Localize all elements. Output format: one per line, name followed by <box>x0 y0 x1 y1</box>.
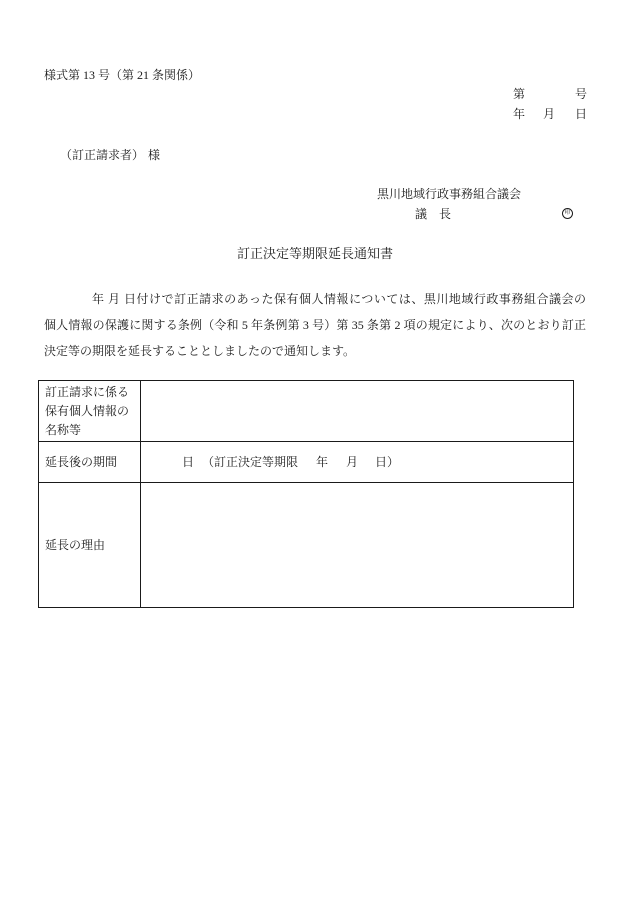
form-number: 様式第 13 号（第 21 条関係） <box>44 68 201 82</box>
date-day: 日 <box>575 107 588 121</box>
extension-details-table <box>38 380 574 608</box>
sender-organization: 黒川地域行政事務組合議会 <box>377 187 522 201</box>
label-line: 訂正請求に係る <box>45 385 130 399</box>
body-line-3: 決定等の期限を延長することとしましたので通知します。 <box>44 344 356 358</box>
label-text: 延長後の期間 <box>45 455 118 469</box>
sender-title: 議 長 <box>415 207 452 221</box>
body-line-2: 個人情報の保護に関する条例（令和 5 年条例第 3 号）第 35 条第 2 項の規定により、次のとおり訂正 <box>44 318 586 332</box>
addressee-label: （訂正請求者） <box>60 148 145 162</box>
deadline-day: 日） <box>375 455 400 469</box>
body-line-1: 年 月 日付けで訂正請求のあった保有個人情報については、黒川地域行政事務組合議会の <box>92 292 586 306</box>
label-line: 保有個人情報の <box>45 404 130 418</box>
seal-mark: 印 <box>562 208 573 219</box>
row-reason-value <box>141 483 573 607</box>
deadline-label: （訂正決定等期限 <box>202 455 299 469</box>
period-day-unit: 日 <box>182 455 195 469</box>
doc-number-prefix: 第 <box>513 87 526 101</box>
doc-number-suffix: 号 <box>575 87 588 101</box>
date-month: 月 <box>543 107 556 121</box>
addressee-honorific: 様 <box>148 148 161 162</box>
label-text: 延長の理由 <box>45 538 106 552</box>
row-target-info-label <box>39 381 140 441</box>
label-line: 名称等 <box>45 423 82 437</box>
date-year: 年 <box>513 107 526 121</box>
row-extended-period-value <box>141 442 573 482</box>
document-title: 訂正決定等期限延長通知書 <box>236 246 393 261</box>
row-extended-period-label <box>39 442 140 482</box>
row-reason-label <box>39 483 140 607</box>
deadline-month: 月 <box>346 455 359 469</box>
row-target-info-value <box>141 381 573 441</box>
deadline-year: 年 <box>316 455 329 469</box>
